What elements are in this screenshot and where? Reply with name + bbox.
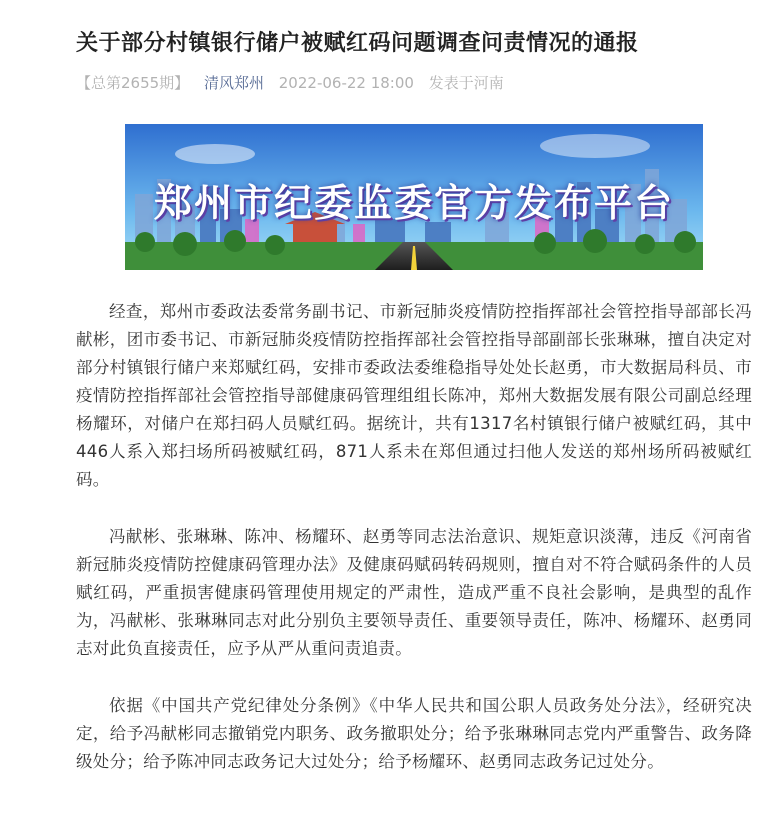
issue-number: 【总第2655期】	[76, 74, 190, 92]
publish-location: 发表于河南	[428, 74, 504, 92]
banner-image	[125, 124, 703, 270]
paragraph-responsibility: 冯献彬、张琳琳、陈冲、杨耀环、赵勇等同志法治意识、规矩意识淡薄，违反《河南省新冠肺炎疫情防控健康码管理办法》及健康码赋码转码规则，擅自对不符合赋码条件的人员赋红码，严重损害健康码管理使用规定的严肃性，造成严重不良社会影响，是典型的乱作为，冯献彬、张琳琳同志对此分别负主要领导责任、重要领导责任，陈冲、杨耀环、赵勇同志对此负直接责任，应予从严从重问责追责。	[76, 527, 752, 658]
publish-date: 2022-06-22 18:00	[278, 74, 414, 92]
paragraph-investigation: 经查，郑州市委政法委常务副书记、市新冠肺炎疫情防控指挥部社会管控指导部部长冯献彬，团市委书记、市新冠肺炎疫情防控指挥部社会管控指导部副部长张琳琳，擅自决定对部分村镇银行储户来郑赋红码，安排市委政法委维稳指导处处长赵勇，市大数据局科员、市疫情防控指挥部社会管控指导部健康码管理组组长陈冲，郑州大数据发展有限公司副总经理杨耀环，对储户在郑扫码人员赋红码。据统计，共有1317名村镇银行储户被赋红码，其中446人系入郑扫场所码被赋红码，871人系未在郑但通过扫他人发送的郑州场所码被赋红码。	[76, 302, 752, 489]
banner-title: 郑州市纪委监委官方发布平台	[153, 181, 674, 225]
paragraph-punishment: 依据《中国共产党纪律处分条例》《中华人民共和国公职人员政务处分法》，经研究决定，给予冯献彬同志撤销党内职务、政务撤职处分；给予张琳琳同志党内严重警告、政务降级处分；给予陈冲同志政务记大过处分；给予杨耀环、赵勇同志政务记过处分。	[76, 696, 752, 771]
article-title: 关于部分村镇银行储户被赋红码问题调查问责情况的通报	[76, 31, 639, 56]
article-meta	[76, 72, 514, 94]
account-name-link[interactable]: 清风郑州	[203, 74, 264, 92]
